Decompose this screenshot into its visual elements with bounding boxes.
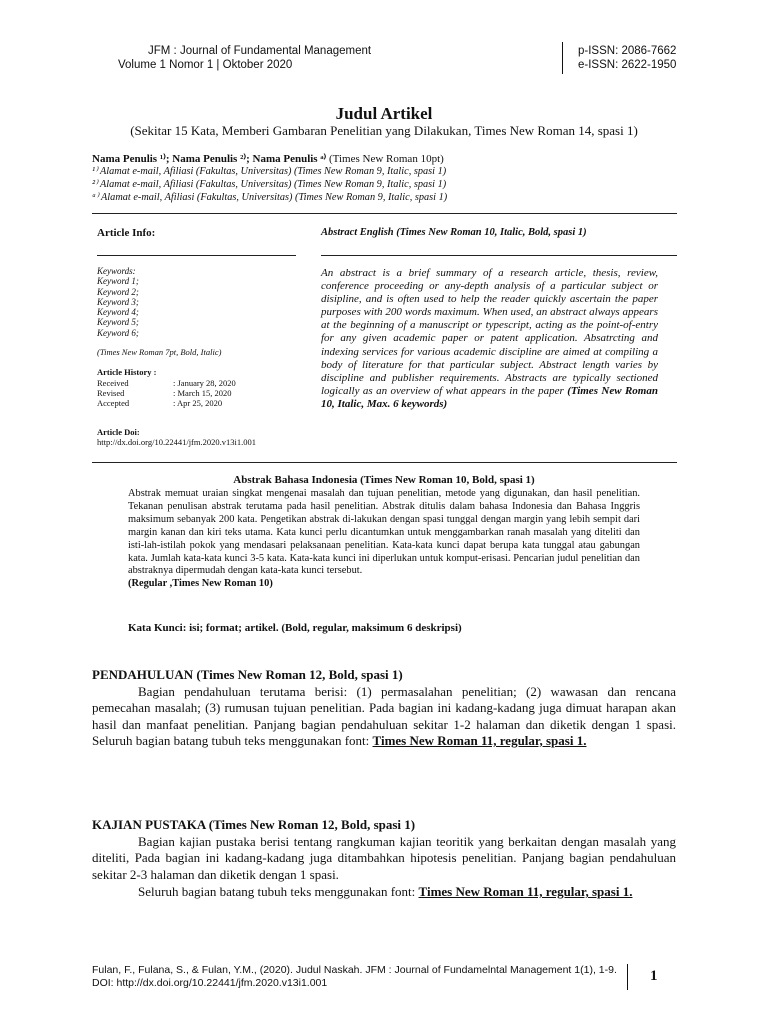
p-issn: p-ISSN: 2086-7662 <box>578 45 677 57</box>
abstract-id-note: (Regular ,Times New Roman 10) <box>128 578 273 590</box>
article-subtitle: (Sekitar 15 Kata, Memberi Gambaran Penelitian yang Dilakukan, Times New Roman 14, spasi 1) <box>130 123 638 138</box>
history-list <box>97 378 236 408</box>
section-text: Bagian pendahuluan terutama berisi: (1) permasalahan penelitian; (2) wawasan dan rencana pemecahan masalah; (3) rumusan tujuan penelitian. Pada bagian ini kadang-kadang juga dimuat harapan akan hasil dan manfaat penelitian. Panjang bagian pendahuluan sekitar 1-2 halaman dan diketik dengan 1 spasi. Seluruh bagian batang tubuh teks menggunakan font: <box>92 684 676 748</box>
section-heading-pendahuluan: PENDAHULUAN (Times New Roman 12, Bold, spasi 1) <box>92 667 403 682</box>
journal-volume: Volume 1 Nomor 1 | Oktober 2020 <box>118 59 293 71</box>
history-value: : Apr 25, 2020 <box>173 398 223 408</box>
issn-block <box>578 44 676 72</box>
article-info-heading: Article Info: <box>97 227 156 239</box>
history-heading: Article History : <box>97 367 157 377</box>
header-divider <box>562 42 563 74</box>
author-names: Nama Penulis ¹⁾; Nama Penulis ²⁾; Nama Penulis ᵃ⁾ <box>92 153 327 165</box>
history-row <box>97 388 236 398</box>
abstract-en-note: (Times New Roman 10, Italic, Max. 6 keywords) <box>321 384 658 410</box>
section-body-kajian-2 <box>92 884 676 900</box>
journal-header <box>118 44 371 72</box>
section-body-pendahuluan <box>92 684 676 749</box>
abstract-rule <box>321 255 677 256</box>
history-row <box>97 398 236 408</box>
history-label: Revised <box>97 388 125 398</box>
history-value: : January 28, 2020 <box>173 378 236 388</box>
keywords-label: Keywords: <box>97 266 136 276</box>
page-number: 1 <box>650 968 658 984</box>
section-text: Seluruh bagian batang tubuh teks menggunakan font: <box>138 884 419 899</box>
footer-divider <box>627 964 628 990</box>
footer-citation: Fulan, F., Fulana, S., & Fulan, Y.M., (2020). Judul Naskah. JFM : Journal of Fundamelntal Management 1(1), 1-9. DOI: http://dx.doi.org/10.22441/jfm.2020.v13i1.001 <box>92 964 617 989</box>
abstract-id-body <box>128 488 640 591</box>
keyword-item: Keyword 3; <box>97 296 139 307</box>
journal-name: JFM : Journal of Fundamental Management <box>148 45 372 57</box>
keywords-note: (Times New Roman 7pt, Bold, Italic) <box>97 347 222 357</box>
history-value: : March 15, 2020 <box>173 388 232 398</box>
abstract-en-text: An abstract is a brief summary of a research article, thesis, review, conference proceeding or any-depth analysis of a particular subject or disipline, and is often used to help the reader quickly ascertain the paper purposes with 200 words maximum. When used, an abstract always appears at the beginning of a manuscript or typescript, acting as the point-of-entry for any given academic paper or patent application. Absatrcting and indexing services for various academic discipline are aimed at compiling a body of literature for that particular subject. Abstract length varies by discipline and publisher requirements. Abstracts are typically sectioned logically as an overview of what appears in the paper <box>321 267 658 397</box>
affiliation-2: ²⁾ Alamat e-mail, Afiliasi (Fakultas, Universitas) (Times New Roman 9, Italic, spasi 1) <box>92 179 447 190</box>
font-note: Times New Roman 11, regular, spasi 1. <box>372 732 587 748</box>
affiliation-1: ¹⁾ Alamat e-mail, Afiliasi (Fakultas, Universitas) (Times New Roman 9, Italic, spasi 1) <box>92 166 447 177</box>
abstract-id-heading: Abstrak Bahasa Indonesia (Times New Roman 10, Bold, spasi 1) <box>233 474 535 486</box>
abstract-en-body <box>321 267 658 411</box>
author-list <box>92 153 444 166</box>
history-label: Received <box>97 378 129 388</box>
section-heading-kajian: KAJIAN PUSTAKA (Times New Roman 12, Bold, spasi 1) <box>92 817 416 832</box>
article-title: Judul Artikel <box>335 104 433 123</box>
kata-kunci: Kata Kunci: isi; format; artikel. (Bold, regular, maksimum 6 deskripsi) <box>128 622 462 634</box>
keyword-item: Keyword 5; <box>97 317 139 328</box>
keywords-list <box>97 266 139 338</box>
doi-link[interactable]: http://dx.doi.org/10.22441/jfm.2020.v13i1.001 <box>97 437 256 447</box>
section-body-kajian-1: Bagian kajian pustaka berisi tentang rangkuman kajian teoritik yang berkaitan dengan masalah yang diteliti, Pada bagian ini kadang-kadang juga ditambahkan hipotesis penelitian. Panjang bagian pendahuluan sekitar 2-3 halaman dan diketik dengan 1 spasi. <box>92 834 676 882</box>
abstract-en-heading: Abstract English (Times New Roman 10, Italic, Bold, spasi 1) <box>321 227 587 238</box>
keyword-item: Keyword 4; <box>97 307 139 318</box>
keyword-item: Keyword 2; <box>97 286 139 297</box>
history-row <box>97 378 236 388</box>
abstract-id-text: Abstrak memuat uraian singkat mengenai masalah dan tujuan penelitian, metode yang digunakan, dan hasil penelitian. Tekanan penulisan abstrak terutama pada hasil penelitian. Abstrak ditulis dalam bahasa Indonesia dan Bahasa Inggris maksimum sebanyak 200 kata. Pengetikan abstrak di-lakukan dengan spasi tunggal dengan margin yang lebih sempit dari margin kanan dan kiri teks utama. Kata kunci perlu dicantumkan untuk menggambarkan ranah masalah yang diteliti dan isti-lah-istilah pokok yang mendasari pelaksanaan penelitian. Kata-kata kunci dapat berupa kata tunggal atau gabungan kata. Jumlah kata-kata kunci 3-5 kata. Kata-kata kunci ini diperlukan untuk komput-erisasi. Pencarian judul penelitian dan abstraknya dipermudah dengan kata-kata kunci tersebut. <box>128 488 640 577</box>
history-label: Accepted <box>97 398 130 408</box>
font-note: Times New Roman 11, regular, spasi 1. <box>418 884 633 899</box>
info-rule <box>97 255 296 256</box>
author-note: (Times New Roman 10pt) <box>326 153 444 165</box>
top-rule <box>92 213 677 214</box>
e-issn: e-ISSN: 2622-1950 <box>578 59 677 71</box>
bottom-rule <box>92 462 677 463</box>
keyword-item: Keyword 6; <box>97 327 139 338</box>
affiliation-3: ᵃ⁾ Alamat e-mail, Afiliasi (Fakultas, Universitas) (Times New Roman 9, Italic, spasi 1) <box>92 192 448 203</box>
doi-heading: Article Doi: <box>97 427 140 437</box>
keyword-item: Keyword 1; <box>97 276 139 287</box>
